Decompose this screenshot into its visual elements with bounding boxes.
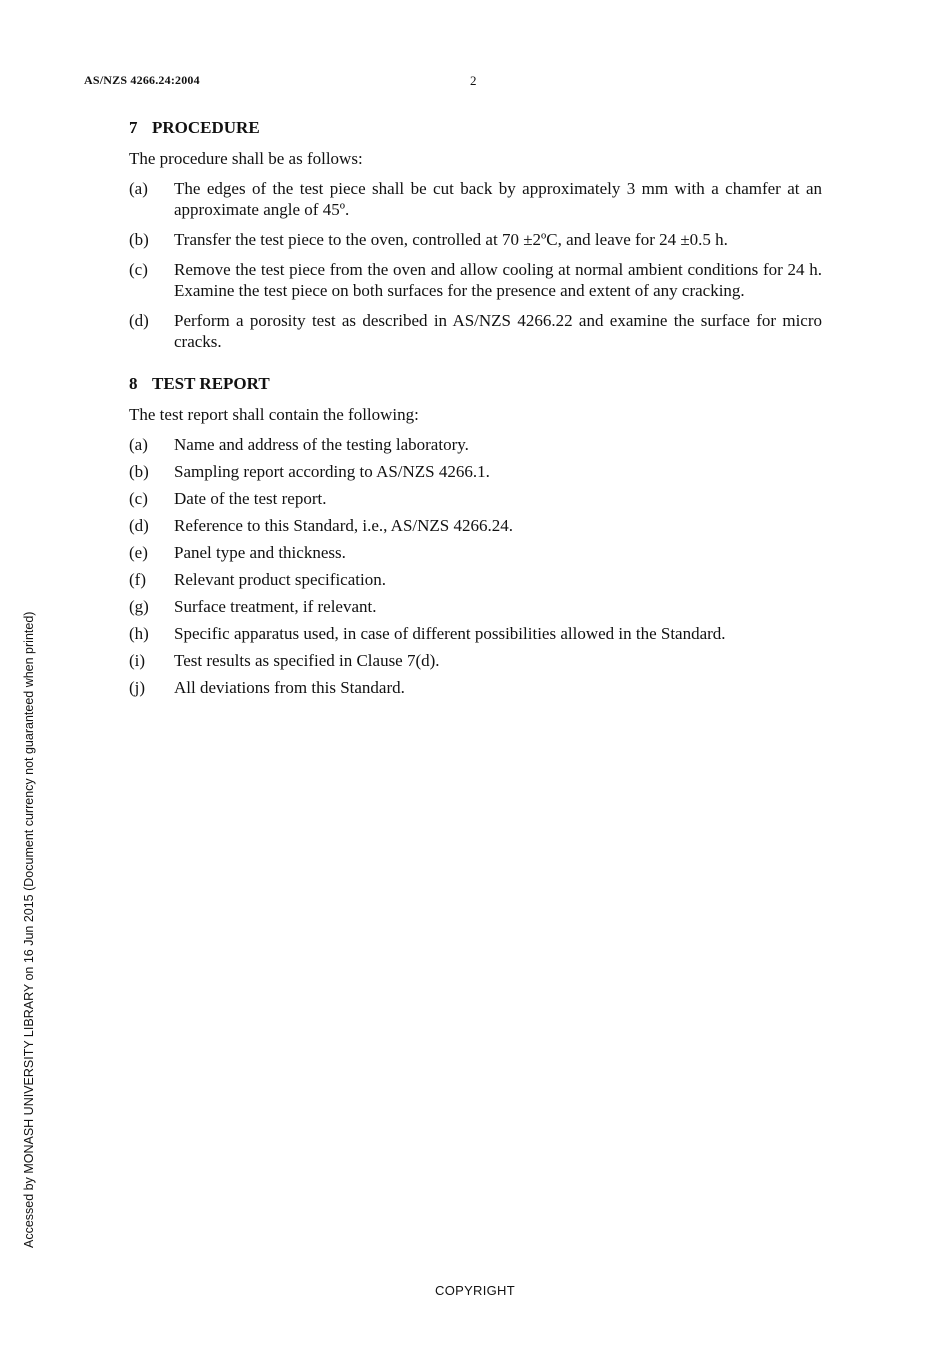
list-marker: (e) — [129, 543, 148, 562]
list-text: Panel type and thickness. — [174, 543, 346, 562]
list-item — [129, 461, 822, 482]
section-intro: The procedure shall be as follows: — [129, 149, 363, 168]
section-heading — [129, 373, 822, 395]
procedure-list — [129, 178, 822, 352]
list-text: Surface treatment, if relevant. — [174, 597, 377, 616]
list-marker: (g) — [129, 597, 149, 616]
list-marker: (h) — [129, 624, 149, 643]
section-heading — [129, 117, 822, 139]
list-item — [129, 542, 822, 563]
list-marker: (a) — [129, 435, 148, 454]
list-marker: (b) — [129, 462, 149, 481]
list-item — [129, 259, 822, 301]
standard-designation: AS/NZS 4266.24:2004 — [84, 73, 200, 87]
list-text: Relevant product specification. — [174, 570, 386, 589]
section-procedure — [129, 117, 822, 352]
list-item — [129, 677, 822, 698]
list-item — [129, 623, 822, 644]
document-body — [129, 117, 822, 704]
section-test-report — [129, 373, 822, 698]
section-title: TEST REPORT — [152, 374, 270, 393]
list-marker: (d) — [129, 516, 149, 535]
page-number: 2 — [470, 73, 477, 88]
list-marker: (c) — [129, 260, 148, 279]
list-item — [129, 488, 822, 509]
list-text: Test results as specified in Clause 7(d). — [174, 651, 440, 670]
list-marker: (i) — [129, 651, 146, 670]
list-text: Remove the test piece from the oven and allow cooling at normal ambient conditions for 24 h. Examine the test piece on both surfaces for the presence and extent of any cracking. — [174, 260, 822, 300]
list-text: Specific apparatus used, in case of different possibilities allowed in the Standard. — [174, 624, 726, 643]
list-item — [129, 650, 822, 671]
copyright-footer: COPYRIGHT — [435, 1283, 515, 1298]
list-marker: (a) — [129, 179, 148, 198]
list-item — [129, 434, 822, 455]
list-text: Name and address of the testing laboratory. — [174, 435, 469, 454]
list-text: Reference to this Standard, i.e., AS/NZS 4266.24. — [174, 516, 514, 535]
list-item — [129, 229, 822, 250]
list-text: Sampling report according to AS/NZS 4266.1. — [174, 462, 490, 481]
list-item — [129, 178, 822, 220]
section-title: PROCEDURE — [152, 118, 260, 137]
report-list — [129, 434, 822, 698]
section-number: 7 — [129, 118, 138, 137]
list-marker: (c) — [129, 489, 148, 508]
list-item — [129, 569, 822, 590]
section-number: 8 — [129, 374, 138, 393]
section-intro: The test report shall contain the following: — [129, 405, 419, 424]
list-text: Perform a porosity test as described in AS/NZS 4266.22 and examine the surface for micro cracks. — [174, 311, 822, 351]
list-marker: (d) — [129, 311, 149, 330]
list-marker: (f) — [129, 570, 146, 589]
list-text: Date of the test report. — [174, 489, 327, 508]
list-text: Transfer the test piece to the oven, controlled at 70 ±2ºC, and leave for 24 ±0.5 h. — [174, 230, 728, 249]
list-item — [129, 515, 822, 536]
list-item — [129, 310, 822, 352]
list-item — [129, 596, 822, 617]
list-text: All deviations from this Standard. — [174, 678, 405, 697]
list-text: The edges of the test piece shall be cut back by approximately 3 mm with a chamfer at an approximate angle of 45º. — [174, 179, 822, 219]
access-watermark: Accessed by MONASH UNIVERSITY LIBRARY on 16 Jun 2015 (Document currency not guaranteed when printed) — [22, 611, 36, 1248]
list-marker: (b) — [129, 230, 149, 249]
list-marker: (j) — [129, 678, 146, 697]
